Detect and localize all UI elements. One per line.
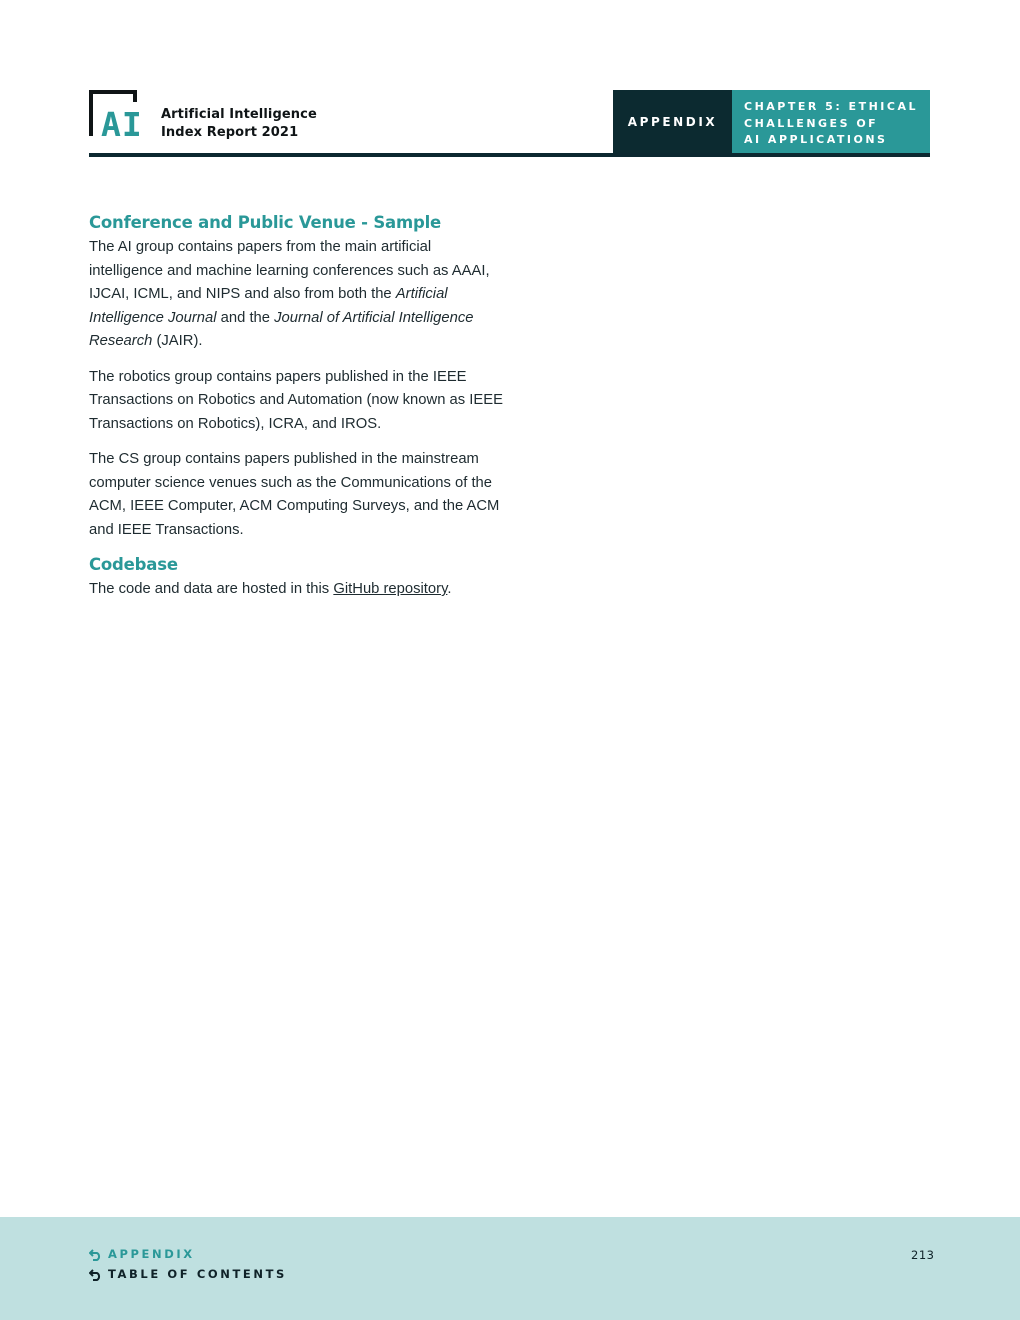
report-title-line1: Artificial Intelligence <box>161 107 317 122</box>
journal-ai: Artificial Intelligence Journal <box>89 286 448 326</box>
robotics-paragraph: The robotics group contains papers published in the IEEE Transactions on Robotics and Automation (now known as IEEE Transactions on Robotics), ICRA, and IROS. <box>89 368 503 432</box>
tab-appendix[interactable]: APPENDIX <box>613 90 732 153</box>
codebase-heading: Codebase <box>89 555 178 574</box>
report-title <box>161 106 317 142</box>
codebase-text: The code and data are hosted in this <box>89 581 330 597</box>
chapter-line-3: AI APPLICATIONS <box>744 133 888 146</box>
ai-logo <box>89 90 145 138</box>
codebase-paragraph <box>89 578 509 602</box>
conference-heading: Conference and Public Venue - Sample <box>89 213 442 232</box>
journal-jair: Journal of Artificial Intelligence Research <box>89 309 474 349</box>
codebase-end: . <box>447 581 452 597</box>
github-repository-link[interactable]: GitHub repository <box>333 581 448 597</box>
and-the: and the <box>220 309 271 326</box>
chapter-line-2: CHALLENGES OF <box>744 116 879 130</box>
return-arrow-icon <box>89 1248 103 1261</box>
return-arrow-icon <box>89 1268 103 1281</box>
footer-appendix-link[interactable] <box>89 1247 195 1261</box>
ai-group-intro: The AI group contains papers from the main artificial intelligence and machine learning conferences such as AAAI, IJCAI, ICML, and NIPS and also from both the <box>89 239 490 302</box>
logo-text: AI <box>101 105 143 138</box>
ai-group-paragraph <box>89 236 509 354</box>
main-content <box>89 210 509 602</box>
footer-appendix-label: APPENDIX <box>108 1247 195 1261</box>
footer-toc-link[interactable] <box>89 1267 287 1281</box>
page-header <box>89 90 930 157</box>
ai-group-tail: (JAIR). <box>156 333 203 349</box>
footer-toc-label: TABLE OF CONTENTS <box>108 1267 287 1281</box>
report-title-line2: Index Report 2021 <box>161 125 299 140</box>
cs-paragraph: The CS group contains papers published in the mainstream computer science venues such as the Communications of the ACM, IEEE Computer, ACM Computing Surveys, and the ACM and IEEE Transactions. <box>89 451 500 538</box>
tab-chapter-5[interactable] <box>732 90 930 153</box>
header-divider <box>89 153 930 157</box>
page-footer <box>0 1217 1020 1320</box>
chapter-line-1: CHAPTER 5: ETHICAL <box>744 100 918 113</box>
page-number: 213 <box>911 1248 935 1262</box>
